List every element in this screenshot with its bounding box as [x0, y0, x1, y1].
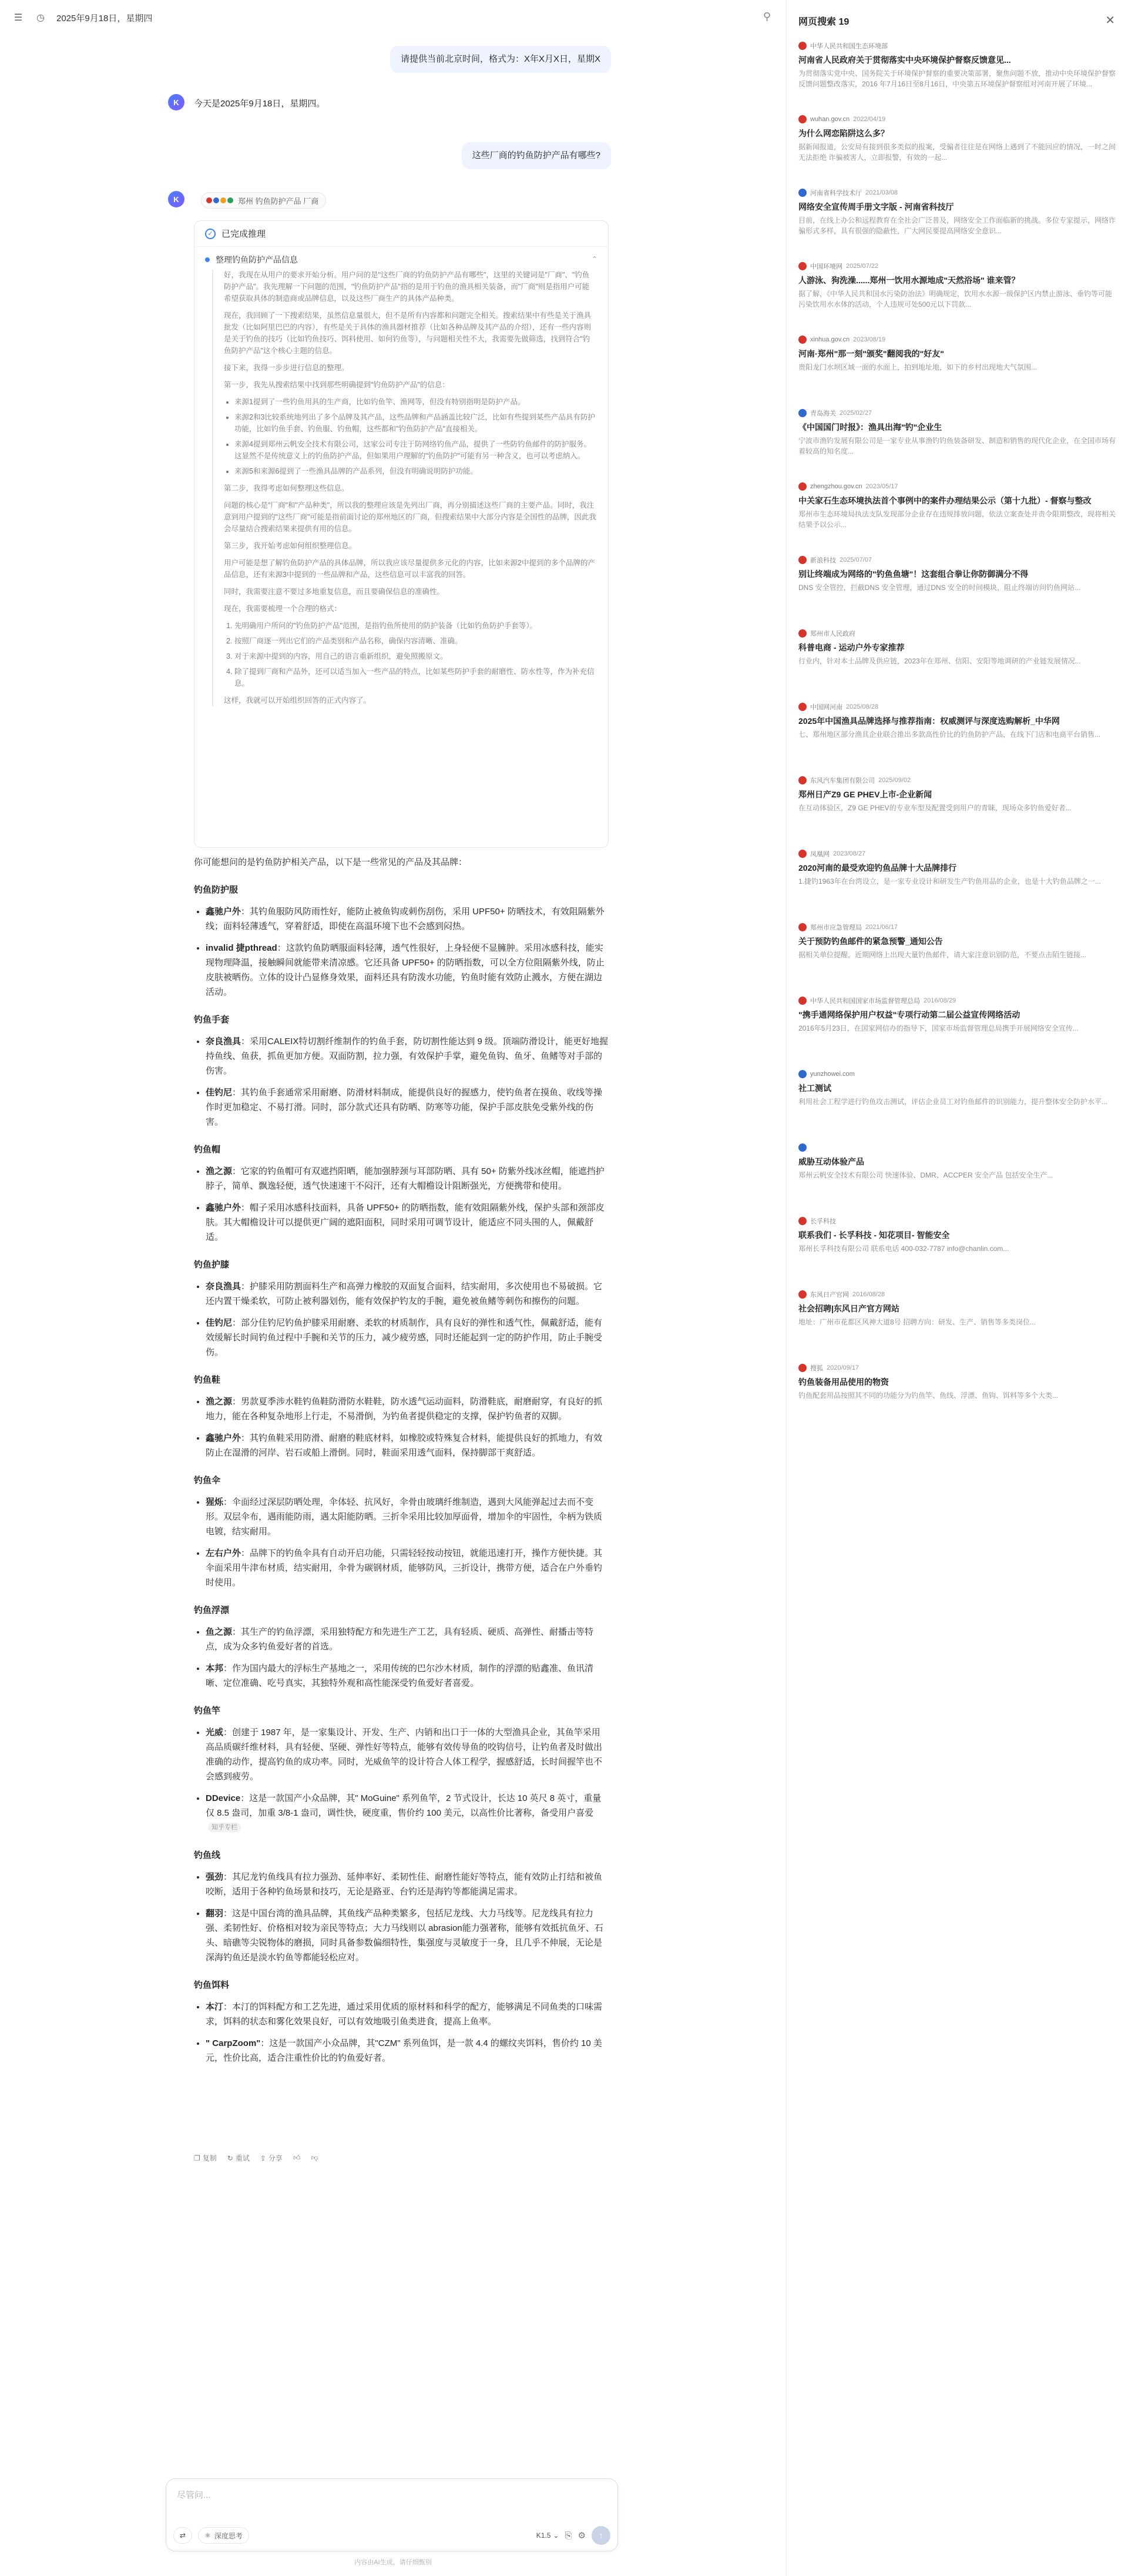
- source-site: xinhua.gov.cn: [810, 336, 850, 343]
- source-date: 2025/02/27: [840, 410, 872, 417]
- section-list: [206, 1164, 609, 1245]
- copy-label: 复制: [202, 2154, 217, 2162]
- list-item: [206, 1906, 609, 1965]
- brand-name: 翻羽: [206, 1908, 224, 1918]
- source-snippet: 钓鱼配套用品按照其不同的功能分为钓鱼竿、鱼线、浮漂、鱼钩、饵料等多个大类...: [798, 1391, 1059, 1400]
- brand-name: 鱼之源: [206, 1627, 233, 1637]
- source-date: 2021/06/17: [865, 924, 898, 931]
- site-favicon-icon: [798, 556, 807, 564]
- thinking-step-title: 整理钓鱼防护产品信息: [216, 255, 298, 264]
- source-date: 2025/09/02: [878, 777, 911, 784]
- source-item[interactable]: [798, 335, 1116, 383]
- source-snippet: 据新闻报道，公安局有接到很多类似的报案，受骗者往往是在网络上遇到了不能回应的情况，一时之间无法拒绝 诈骗被害人，立即报警，有效的一起...: [798, 143, 1116, 162]
- source-item[interactable]: [798, 555, 1116, 603]
- chevron-down-icon: ⌄: [553, 2531, 559, 2540]
- site-favicon-icon: [798, 1364, 807, 1372]
- source-meta: [798, 1216, 1116, 1226]
- atom-icon: ⚛: [204, 2531, 211, 2540]
- source-item[interactable]: [798, 629, 1116, 677]
- site-favicon-icon: [798, 262, 807, 270]
- list-item: [206, 2036, 609, 2065]
- source-date: 2023/05/17: [865, 483, 898, 490]
- retry-button[interactable]: [227, 2153, 250, 2163]
- site-favicon-icon: [798, 42, 807, 50]
- section-heading: 钓鱼饵料: [194, 1980, 230, 1990]
- item-text: ：创建于 1987 年，是一家集设计、开发、生产、内销和出口于一体的大型渔具企业，其鱼竿采用高品质碳纤维材料，具有轻便、坚硬、弹性好等特点，能够有效传导鱼的咬钩信号，让钓鱼者及时做出准确的动作，提高钓鱼的成功率。同时，光威鱼竿的设计符合人体工程学，握感舒适，长时间握竿也不会感到疲劳。: [206, 1728, 603, 1782]
- history-icon[interactable]: ◷: [36, 13, 45, 23]
- thumbs-up-button[interactable]: [293, 2154, 301, 2162]
- list-item: [206, 1431, 609, 1460]
- list-item: [206, 904, 609, 934]
- list-item: [206, 1279, 609, 1309]
- user-message: 这些厂商的钓鱼防护产品有哪些?: [462, 142, 611, 169]
- source-title[interactable]: 钓鱼装备用品使用的物资: [798, 1377, 889, 1387]
- source-site: zhengzhou.gov.cn: [810, 483, 862, 490]
- section-heading: 钓鱼鞋: [194, 1375, 221, 1385]
- check-icon: ✓: [205, 229, 216, 239]
- site-favicon-icon: [798, 703, 807, 711]
- site-favicon-icon: [798, 997, 807, 1005]
- panel-header: [787, 0, 1128, 41]
- item-text: ：男款夏季涉水鞋钓鱼鞋防滑防水鞋鞋，防水透气运动面料，防滑鞋底，耐磨耐穿，有良好的抓地力，能在各种复杂地形上行走，不易滑倒，为钓鱼者提供稳定的支撑，保护钓鱼者的双脚。: [206, 1397, 603, 1421]
- source-date: 2016/08/29: [924, 997, 956, 1004]
- brand-name: DDevice: [206, 1793, 241, 1803]
- source-date: 2023/08/19: [853, 336, 886, 343]
- thinking-header[interactable]: [194, 221, 608, 247]
- section-list: [206, 1394, 609, 1460]
- source-date: 2020/09/17: [827, 1364, 860, 1371]
- source-snippet: 贵阳龙门水坝区域一面的水面上，拍到地址地，如下的乡村出现地大气氛围...: [798, 363, 1038, 371]
- answer-intro: 你可能想问的是钓鱼防护相关产品，以下是一些常见的产品及其品牌：: [194, 857, 468, 867]
- source-meta: [798, 41, 1116, 51]
- source-site: 郑州市人民政府: [810, 630, 855, 638]
- source-item[interactable]: [798, 702, 1116, 750]
- source-meta: [798, 702, 1116, 712]
- source-site: 青岛海关: [810, 410, 836, 417]
- source-date: 2025/08/28: [846, 703, 879, 710]
- list-item: [206, 1495, 609, 1539]
- brand-name: 鑫驰户外: [206, 1433, 241, 1443]
- item-text: ：帽子采用冰感科技面料，具备 UPF50+ 的防晒指数，能有效阻隔紫外线，保护头部和颈部皮肤。其大帽檐设计可以提供更广阔的遮阳面积，同时采用可调节设计，能适应不同头围的人，佩戴舒适。: [206, 1203, 605, 1242]
- deep-think-label: 深度思考: [214, 2531, 243, 2540]
- pin-icon[interactable]: ⚲: [763, 11, 771, 22]
- item-text: ：其生产的钓鱼浮漂，采用独特配方和先进生产工艺，具有轻质、硬质、高弹性、耐播击等特点，成为众多钓鱼爱好者的首选。: [206, 1627, 594, 1652]
- site-favicon-icon: [798, 115, 807, 123]
- search-chip[interactable]: [201, 192, 326, 209]
- copy-button[interactable]: [194, 2153, 217, 2163]
- section-list: [206, 1034, 609, 1129]
- brand-name: 左右户外: [206, 1548, 241, 1558]
- site-favicon-icon: [798, 409, 807, 417]
- thinking-paragraph: 问题的核心是"厂商"和"产品种类"，所以我的整理应该是先列出厂商，再分别描述这些厂商的主要产品。同时，我注意到用户提到的"这些厂商"可能是指前面讨论的郑州地区的厂商，但搜索结果中大部分内容是全国性的品牌，因此我会尽量结合搜索结果来提供有用的信息。: [224, 501, 596, 533]
- list-item: [206, 1394, 609, 1424]
- list-item: [206, 1546, 609, 1590]
- source-site: 中国网河南: [810, 704, 842, 711]
- user-message: 请提供当前北京时间，格式为：X年X月X日，星期X: [390, 46, 611, 73]
- site-favicon-icon: [798, 1290, 807, 1299]
- ai-avatar: K: [168, 191, 184, 207]
- brand-name: " CarpZoom": [206, 2038, 261, 2048]
- source-item[interactable]: [798, 1290, 1116, 1338]
- source-meta: [798, 1363, 1116, 1373]
- site-favicon-icon: [798, 1070, 807, 1078]
- brand-name: 鑫驰户外: [206, 1203, 241, 1213]
- section-list: [206, 1279, 609, 1360]
- thinking-step[interactable]: [194, 247, 608, 269]
- thinking-paragraph: 第三步，我开始考虑如何组织整理信息。: [224, 542, 357, 550]
- thinking-list-item: • 来源1提到了一些钓鱼用具的生产商，比如钓鱼竿、渔网等，但没有特别指明是防护产品。: [234, 396, 596, 408]
- thinking-step-item: 3. 对于来源中提到的内容，用自己的语言重新组织，避免照搬原文。: [234, 650, 596, 662]
- thinking-step-item: 2. 按照厂商逐一列出它们的产品类别和产品名称，确保内容清晰、准确。: [234, 635, 596, 647]
- source-site: 中华人民共和国生态环境部: [810, 43, 888, 50]
- thinking-list-item: • 来源2和3比较系统地列出了多个品牌及其产品，这些品牌和产品涵盖比较广泛，比如有些提到某些产品具有防护功能，比如钓鱼手套、钓鱼服、钓鱼帽，这些都和"钓鱼防护产品"直接相关。: [234, 411, 596, 435]
- conversation-title[interactable]: 2025年9月18日，星期四: [56, 13, 153, 24]
- source-meta: [798, 115, 1116, 124]
- source-title[interactable]: 社工测试: [798, 1084, 831, 1093]
- item-text: ：部分佳钓尼钓鱼护膝采用耐磨、柔软的材质制作，具有良好的弹性和透气性，佩戴舒适，能有效缓解长时间钓鱼过程中手腕和关节的压力，减少疲劳感，同时还能起到一定的防护作用，防止手腕受伤。: [206, 1318, 603, 1357]
- source-date: 2023/08/27: [833, 850, 866, 857]
- source-snippet: 在互动体验区，Z9 GE PHEV的专业车型及配置受到用户的青睐，现场众多钓鱼爱好者...: [798, 804, 1072, 812]
- source-title[interactable]: 科普电商 - 运动户外专家推荐: [798, 643, 905, 652]
- source-title[interactable]: "携手通网络保护用户权益"专项行动第二届公益宣传网络活动: [798, 1010, 1020, 1019]
- source-date: 2025/07/07: [840, 556, 872, 564]
- section-list: [206, 904, 609, 999]
- thumbs-up-icon: 👍︎: [293, 2154, 301, 2162]
- list-item: [206, 1316, 609, 1360]
- sidebar-toggle-icon[interactable]: ☰: [14, 13, 23, 23]
- chat-input-box[interactable]: [166, 2478, 618, 2551]
- source-meta: [798, 335, 1116, 344]
- thinking-status: 已完成推理: [221, 229, 266, 239]
- source-site: 搜狐: [810, 1365, 823, 1372]
- thinking-paragraph: 好，我现在从用户的要求开始分析。用户问的是"这些厂商的钓鱼防护产品有哪些"，这里的关键词是"厂商"、"钓鱼防护产品"。我先理解一下问题的范围，"钓鱼防护产品"指的是用于钓鱼的渔具相关装备，而"厂商"则是指用户可能希望获取具体的制造商或品牌信息，以及这些厂商生产的具体产品种类。: [224, 271, 590, 303]
- list-item: [206, 1200, 609, 1245]
- brand-name: 渔之源: [206, 1166, 233, 1176]
- section-list: [206, 1495, 609, 1590]
- section-heading: 钓鱼竿: [194, 1706, 221, 1716]
- thinking-paragraph: 第一步，我先从搜索结果中找到那些明确提到"钓鱼防护产品"的信息：: [224, 381, 449, 389]
- source-snippet: 2016年5月23日，在国家网信办的指导下，国家市场监督管理总局携手开展网络安全宣传...: [798, 1024, 1079, 1032]
- list-item: [206, 2000, 609, 2029]
- source-meta: [798, 923, 1116, 932]
- source-meta: [798, 996, 1116, 1005]
- source-item[interactable]: [798, 1216, 1116, 1264]
- list-item: [206, 1791, 609, 1835]
- source-title[interactable]: 网络安全宣传周手册文字版 - 河南省科技厅: [798, 202, 954, 212]
- source-site: wuhan.gov.cn: [810, 116, 850, 123]
- section-heading: 钓鱼防护服: [194, 885, 239, 895]
- source-title[interactable]: 联系我们 - 长孚科技 - 知花项目- 智能安全: [798, 1230, 950, 1240]
- source-item[interactable]: [798, 996, 1116, 1044]
- source-snippet: 七、郑州地区部分渔具企业联合推出多款高性价比的钓鱼防护产品，在线下门店和电商平台销售...: [798, 730, 1101, 739]
- thinking-paragraph: 这样，我就可以开始组织回答的正式内容了。: [224, 696, 371, 705]
- item-text: ：这是一款国产小众品牌，其"CZM" 系列鱼饵，是一款 4.4 的螺纹夹饵料，售价约 10 美元，性价比高，适合注重性价比的钓鱼爱好者。: [206, 2038, 602, 2063]
- section-list: [206, 2000, 609, 2065]
- thumbs-down-icon: 👎︎: [311, 2154, 318, 2162]
- source-site: 凤凰网: [810, 851, 830, 858]
- source-snippet: 据相关单位提醒，近期网络上出现大量钓鱼邮件，请大家注意识别防范，不要点击陌生链接...: [798, 951, 1087, 959]
- source-item[interactable]: [798, 1363, 1116, 1411]
- source-meta: [798, 482, 1116, 491]
- source-meta: [798, 776, 1116, 785]
- source-title[interactable]: 中关家石生态环境执法首个事例中的案件办理结果公示（第十九批）- 督察与整改: [798, 496, 1092, 505]
- brand-name: 奈良渔具: [206, 1037, 241, 1046]
- source-item[interactable]: [798, 41, 1116, 89]
- thumbs-down-button[interactable]: [311, 2154, 318, 2162]
- source-item[interactable]: [798, 849, 1116, 897]
- brand-name: 佳钓尼: [206, 1088, 233, 1098]
- source-site: 中华人民共和国国家市场监督管理总局: [810, 998, 920, 1005]
- share-button[interactable]: [260, 2153, 283, 2163]
- source-date: 2016/08/28: [852, 1291, 885, 1298]
- list-item: [206, 1034, 609, 1078]
- thinking-list-item: • 来源5和来源6提到了一些渔具品牌的产品系列，但没有明确说明防护功能。: [234, 465, 596, 477]
- source-snippet: 1.捷钓1963年在台湾设立，是一家专业设计和研发生产钓鱼用品的企业，也是十大钓鱼品牌之一...: [798, 877, 1101, 886]
- attach-icon[interactable]: ⎘: [565, 2530, 572, 2541]
- item-text: ：护膝采用防割面料生产和高弹力橡胶的双面复合面料，结实耐用，多次使用也不易破损。它还内置干燥柔软，可防止被利器划伤，能有效保护钓友的手腕，避免被鱼鳍等刺伤和擦伤的问题。: [206, 1282, 603, 1306]
- send-button[interactable]: [592, 2526, 610, 2545]
- source-title[interactable]: 郑州日产Z9 GE PHEV上市-企业新闻: [798, 790, 932, 799]
- source-meta: [798, 1290, 1116, 1299]
- thinking-list-item: • 来源4提到郑州云帆安全技术有限公司，这家公司专注于防网络钓鱼产品，提供了一些防钓鱼邮件的防护服务。这显然不是传统意义上的钓鱼防护产品，但如果用户理解的"钓鱼防护"可能有另一种含义，也可以考虑纳入。: [234, 438, 596, 462]
- source-snippet: 行业内，针对本土品牌及供应链，2023年在郑州、信阳、安阳等地调研的产业链发展情况...: [798, 657, 1081, 665]
- source-title[interactable]: 威胁互动体验产品: [798, 1157, 864, 1166]
- source-meta: [798, 629, 1116, 638]
- source-snippet: 郑州云帆安全技术有限公司 快速体验、DMR、ACCPER 安全产品 包括安全生产...: [798, 1171, 1053, 1179]
- section-list: [206, 1625, 609, 1690]
- search-chip-label: 郑州 钓鱼防护产品 厂商: [238, 196, 319, 206]
- site-favicon-icon: [798, 923, 807, 931]
- thinking-steps-list: [234, 620, 596, 689]
- source-item[interactable]: [798, 408, 1116, 457]
- source-snippet: 郑州长孚科技有限公司 联系电话 400-032-7787 info@chanlin.com...: [798, 1245, 1009, 1253]
- source-snippet: 据了解，《中华人民共和国水污染防治法》明确规定，饮用水水源一级保护区内禁止游泳、垂钓等可能污染饮用水水体的活动，个人违规可处500元以下罚款...: [798, 290, 1113, 308]
- thinking-paragraph: 第二步，我得考虑如何整理这些信息。: [224, 484, 349, 492]
- site-favicon-icon: [798, 482, 807, 491]
- source-title[interactable]: 社会招聘|东风日产官方网站: [798, 1304, 899, 1313]
- source-item[interactable]: [798, 188, 1116, 236]
- source-date: 2021/03/08: [865, 189, 898, 196]
- list-item: [206, 1661, 609, 1690]
- section-heading: 钓鱼手套: [194, 1015, 230, 1025]
- source-site: 中国环境网: [810, 263, 842, 270]
- share-icon: ⇪: [260, 2154, 266, 2162]
- source-title[interactable]: 关于预防钓鱼邮件的紧急预警_通知公告: [798, 937, 943, 946]
- thinking-paragraph: 现在，我回顾了一下搜索结果，虽然信息量很大，但不是所有内容都和问题完全相关。搜索结果中有些是关于渔具批发（比如阿里巴巴的内容），有些是关于具体的渔具器材推荐（比如各种品牌及其产品的介绍），还有一些内容则是关于钓鱼的技巧（比如钓鱼技巧、饵料使用、如何钓鱼等），与问题相关性不大，我需要先做筛选，找到符合"钓鱼防护产品"这个核心主题的信息。: [224, 311, 592, 355]
- list-item: [206, 941, 609, 999]
- source-snippet: 利用社会工程学进行钓鱼攻击测试，评估企业员工对钓鱼邮件的识别能力，提升整体安全防护水平...: [798, 1098, 1108, 1106]
- source-snippet: 宁波市渔钓发展有限公司是一家专业从事渔钓钓鱼装备研发、制造和销售的现代化企业，在全国市场有着较高的知名度...: [798, 437, 1116, 455]
- source-item[interactable]: [798, 776, 1116, 824]
- list-item: [206, 1725, 609, 1784]
- source-snippet: 为贯彻落实党中央、国务院关于环境保护督察的重要决策部署，聚焦问题不放，推动中央环境保护督察反馈问题整改落实，2016 年7月16日至8月16日，中央第五环境保护督察组对河南开展了环境...: [798, 69, 1116, 88]
- source-date: 2022/04/19: [853, 116, 886, 123]
- item-text: ：这是中国台湾的渔具品牌，其鱼线产品种类繁多，包括尼龙线、大力马线等。尼龙线具有拉力强、柔韧性好、价格相对较为亲民等特点；大力马线则以 abrasion能力强著称，能够有效抵抗鱼牙、石头、暗礁等尖锐物体的磨损，同时具备参数偏细特性，集强度与灵敏度于一身，且几乎不伸展，无论是深海钓鱼还是淡水钓鱼等都能轻松应对。: [206, 1908, 603, 1963]
- source-meta: [798, 1069, 1116, 1079]
- section-heading: 钓鱼线: [194, 1850, 221, 1860]
- source-item[interactable]: [798, 115, 1116, 163]
- chevron-up-icon[interactable]: ⌃: [591, 255, 597, 263]
- source-site: 长孚科技: [810, 1218, 836, 1225]
- brand-name: 猩烁: [206, 1497, 224, 1507]
- source-meta: [798, 261, 1116, 271]
- site-favicon-icon: [798, 850, 807, 858]
- ai-avatar: K: [168, 94, 184, 110]
- source-site: 河南省科学技术厅: [810, 190, 862, 197]
- brand-name: invalid 捷pthread: [206, 943, 277, 953]
- source-item[interactable]: [798, 1069, 1116, 1118]
- brand-name: 光威: [206, 1728, 224, 1738]
- source-item[interactable]: [798, 482, 1116, 530]
- source-title[interactable]: 为什么网恋陷阱这么多？: [798, 129, 889, 138]
- settings-icon[interactable]: ⚙: [578, 2531, 586, 2541]
- panel-title: 网页搜索 19: [798, 16, 850, 27]
- source-title[interactable]: 河南省人民政府关于贯彻落实中央环境保护督察反馈意见...: [798, 55, 1011, 65]
- close-icon[interactable]: ✕: [1105, 14, 1115, 27]
- brand-name: 本汀: [206, 2002, 224, 2012]
- list-item: [206, 1625, 609, 1654]
- source-date: 2025/07/22: [846, 263, 879, 270]
- source-site: 东风汽车集团有限公司: [810, 777, 875, 784]
- copy-icon: ❐: [194, 2154, 200, 2162]
- model-label: K1.5: [536, 2531, 551, 2540]
- deep-think-toggle[interactable]: [198, 2527, 249, 2544]
- brand-name: 强劲: [206, 1872, 224, 1882]
- step-dot-icon: [205, 257, 210, 262]
- thinking-paragraph: 现在，我需要梳理一个合理的格式：: [224, 605, 342, 613]
- site-favicon-icon: [798, 629, 807, 638]
- list-item: [206, 1164, 609, 1193]
- source-meta: [798, 408, 1116, 418]
- thinking-paragraph: 用户可能是想了解钓鱼防护产品的具体品牌，所以我应该尽量提供多元化的内容，比如来源2中提到的多个品牌的产品信息，还有来源3中提到的一些品牌和产品，这些信息可以丰富我的回答。: [224, 559, 595, 579]
- source-site: 新浪科技: [810, 557, 836, 564]
- item-text: ：本汀的饵料配方和工艺先进，通过采用优质的原材料和科学的配方，能够满足不同鱼类的口味需求，饵料的状态和雾化效果良好，可以有效地吸引鱼类进食，提高上鱼率。: [206, 2002, 603, 2027]
- share-label: 分享: [268, 2154, 283, 2162]
- source-snippet: 地址：广州市花都区风神大道8号 招聘方向：研发、生产、销售等多类岗位...: [798, 1318, 1036, 1326]
- item-text: ：其钓鱼手套通常采用耐磨、防滑材料制成，能提供良好的握感力，使钓鱼者在摸鱼、收线等操作时更加稳定、不易打滑。同时，部分款式还具有防晒、防寒等功能，保护手部皮肤免受紫外线的伤害。: [206, 1088, 603, 1127]
- site-favicon-icon: [798, 1217, 807, 1225]
- item-text: ：这是一款国产小众品牌，其" MoGuine" 系列鱼竿，2 节式设计，长达 10 英尺 8 英寸，重量仅 8.5 盎司，加重 3/8-1 盎司，调性快，硬度重，售价约 100 美元，以高性价比著称，备受用户喜爱: [206, 1793, 602, 1818]
- section-heading: 钓鱼护膝: [194, 1260, 230, 1270]
- source-title[interactable]: 人游泳、狗洗澡......郑州一饮用水源地成"天然浴场" 谁来管？: [798, 276, 1020, 285]
- thinking-list: [234, 396, 596, 477]
- tools-icon: ⇄: [180, 2531, 186, 2540]
- thinking-step-item: 1. 先明确用户所问的"钓鱼防护产品"范围，是指钓鱼所使用的防护装备（比如钓鱼防护手套等）。: [234, 620, 596, 632]
- source-favicons-icon: [206, 197, 233, 203]
- retry-icon: ↻: [227, 2154, 233, 2162]
- thinking-panel: [194, 220, 609, 848]
- item-text: ：它家的钓鱼帽可有双遮挡阳晒，能加强脖颈与耳部防晒、具有 50+ 防紫外线冰丝帽，能遮挡护脖子，简单、飘逸轻便，透气快速速干不闷汗，还有大帽檐设计阻断强光，方便携带和使用。: [206, 1166, 605, 1191]
- tools-button[interactable]: [173, 2527, 192, 2544]
- list-item: [206, 1085, 609, 1129]
- input-toolbar: [173, 2526, 610, 2545]
- site-favicon-icon: [798, 1143, 807, 1152]
- brand-name: 奈良渔具: [206, 1282, 241, 1292]
- source-meta: [798, 188, 1116, 197]
- source-item[interactable]: [798, 923, 1116, 971]
- source-site: 郑州市应急管理局: [810, 924, 862, 931]
- site-favicon-icon: [798, 776, 807, 784]
- chat-input[interactable]: 尽管问...: [177, 2490, 211, 2500]
- item-text: ：其尼龙钓鱼线具有拉力强劲、延伸率好、柔韧性佳、耐磨性能好等特点，能有效防止打结和被鱼咬断，适用于各种钓鱼场景和技巧，无论是路亚、台钓还是海钓等都能满足需求。: [206, 1872, 603, 1897]
- source-site: 东风日产官网: [810, 1292, 849, 1299]
- answer-actions: [194, 2153, 318, 2163]
- brand-name: 本邦: [206, 1663, 224, 1673]
- source-title[interactable]: 2020河南的最受欢迎钓鱼品牌十大品牌排行: [798, 863, 957, 873]
- source-item[interactable]: [798, 261, 1116, 310]
- source-title[interactable]: 2025年中国渔具品牌选择与推荐指南：权威测评与深度选购解析_中华网: [798, 716, 1060, 726]
- section-heading: 钓鱼帽: [194, 1145, 221, 1155]
- site-favicon-icon: [798, 336, 807, 344]
- answer-sections: [194, 883, 609, 2065]
- source-meta: [798, 555, 1116, 565]
- thinking-paragraph: 同时，我需要注意不要过多地重复信息，而且要确保信息的准确性。: [224, 588, 445, 596]
- citation-badge[interactable]: 知乎专栏: [208, 1823, 241, 1832]
- section-list: [206, 1725, 609, 1835]
- item-text: ：其钓鱼鞋采用防滑、耐磨的鞋底材料，如橡胶或特殊复合材料，能提供良好的抓地力，有效防止在湿滑的河岸、岩石或船上滑倒。同时，鞋面采用透气面料，保持脚部干爽舒适。: [206, 1433, 603, 1458]
- list-item: [206, 1870, 609, 1899]
- source-meta: [798, 1143, 1116, 1152]
- section-heading: 钓鱼浮漂: [194, 1605, 230, 1615]
- answer-body: [194, 855, 609, 2072]
- source-snippet: 郑州市生态环境局执法支队发现部分企业存在违规排放问题，依法立案查处并责令限期整改，现将相关结果予以公示...: [798, 510, 1116, 529]
- brand-name: 佳钓尼: [206, 1318, 233, 1328]
- thinking-paragraph: 接下来，我得一步步进行信息的整理。: [224, 364, 349, 372]
- source-title[interactable]: 河南·郑州"那一刻"颁奖"翻阅我的"好友": [798, 349, 944, 358]
- item-text: ：采用CALEIX特切割纤维制作的钓鱼手套，防切割性能达到 9 级。顶端防滑设计，能更好地握持鱼线、鱼获，抓鱼更加方便。双面防割，拉力强，有效保护手掌，避免鱼钩、鱼牙、鱼鳍等对手部的伤害。: [206, 1037, 609, 1076]
- source-snippet: DNS 安全管控，拦截DNS 安全管理，通过DNS 安全的时间模块，阻止终端访问钓鱼网站...: [798, 583, 1081, 592]
- search-results-panel: [786, 0, 1128, 2576]
- thinking-body: [212, 269, 596, 706]
- source-meta: [798, 849, 1116, 858]
- source-snippet: 目前，在线上办公和远程教育在全社会广泛普及，网络安全工作面临新的挑战。多位专家提示，网络诈骗形式多样，具有很强的隐蔽性，广大网民要提高网络安全意识...: [798, 216, 1116, 235]
- item-text: ：这款钓鱼防晒服面料轻薄，透气性很好，上身轻便不显臃肿。采用冰感科技，能实现物理降温，接触瞬间就能带来清凉感。它还具备 UPF50+ 的防晒指数，可以全方位阻隔紫外线，防止皮肤被晒伤。立体的设计凸显修身效果，面料还具有防泼水功能，钓鱼时能有效防止溅水，方便在湖边活动。: [206, 943, 605, 997]
- arrow-up-icon: ↑: [599, 2530, 603, 2541]
- section-heading: 钓鱼伞: [194, 1475, 221, 1485]
- section-list: [206, 1870, 609, 1965]
- model-selector[interactable]: [536, 2531, 559, 2540]
- retry-label: 重试: [235, 2154, 250, 2162]
- brand-name: 渔之源: [206, 1397, 233, 1407]
- item-text: ：其钓鱼服防风防雨性好，能防止被鱼钩或刺伤刮伤，采用 UPF50+ 防晒技术，有效阻隔紫外线；面料轻薄透气，穿着舒适，即使在高温环境下也不会感到闷热。: [206, 907, 605, 931]
- source-title[interactable]: 《中国国门时报》：渔具出海"钓"企业生: [798, 422, 942, 432]
- brand-name: 鑫驰户外: [206, 907, 241, 917]
- item-text: ：品牌下的钓鱼伞具有自动开启功能，只需轻轻按动按钮，就能迅速打开，操作方便快捷。其伞面采用牛津布材质，结实耐用，伞骨为碳钢材质，能够防风，三折设计，携带方便，适合在户外垂钓时使用。: [206, 1548, 603, 1588]
- source-item[interactable]: [798, 1143, 1116, 1191]
- thinking-step-item: 4. 除了提到厂商和产品外，还可以适当加入一些产品的特点，比如某些防护手套的耐磨性、防水性等，作为补充信息。: [234, 666, 596, 689]
- ai-message: 今天是2025年9月18日，星期四。: [194, 99, 325, 109]
- site-favicon-icon: [798, 189, 807, 197]
- item-text: ：伞面经过深层防晒处理，伞体轻、抗风好，伞骨由玻璃纤维制造，遇到大风能弹起过去而不变形。双层伞布，遇雨能防雨，遇太阳能防晒。三折伞采用比较加厚面骨，增加伞的牢固性，伞柄为铁质电镀，结实耐用。: [206, 1497, 603, 1537]
- source-title[interactable]: 别让终端成为网络的"钓鱼鱼塘"！这套组合拳让你防御满分不得: [798, 569, 1029, 579]
- top-bar: [0, 0, 786, 35]
- source-site: yunzhowei.com: [810, 1071, 855, 1078]
- ai-disclaimer: 内容由AI生成，请仔细甄别: [354, 2559, 432, 2566]
- item-text: ：作为国内最大的浮标生产基地之一，采用传统的巴尔沙木材质，制作的浮漂的贴鑫准、鱼讯清晰、定位准确、吃号真实，其独特外观和高性能深受钓鱼爱好者喜爱。: [206, 1663, 594, 1688]
